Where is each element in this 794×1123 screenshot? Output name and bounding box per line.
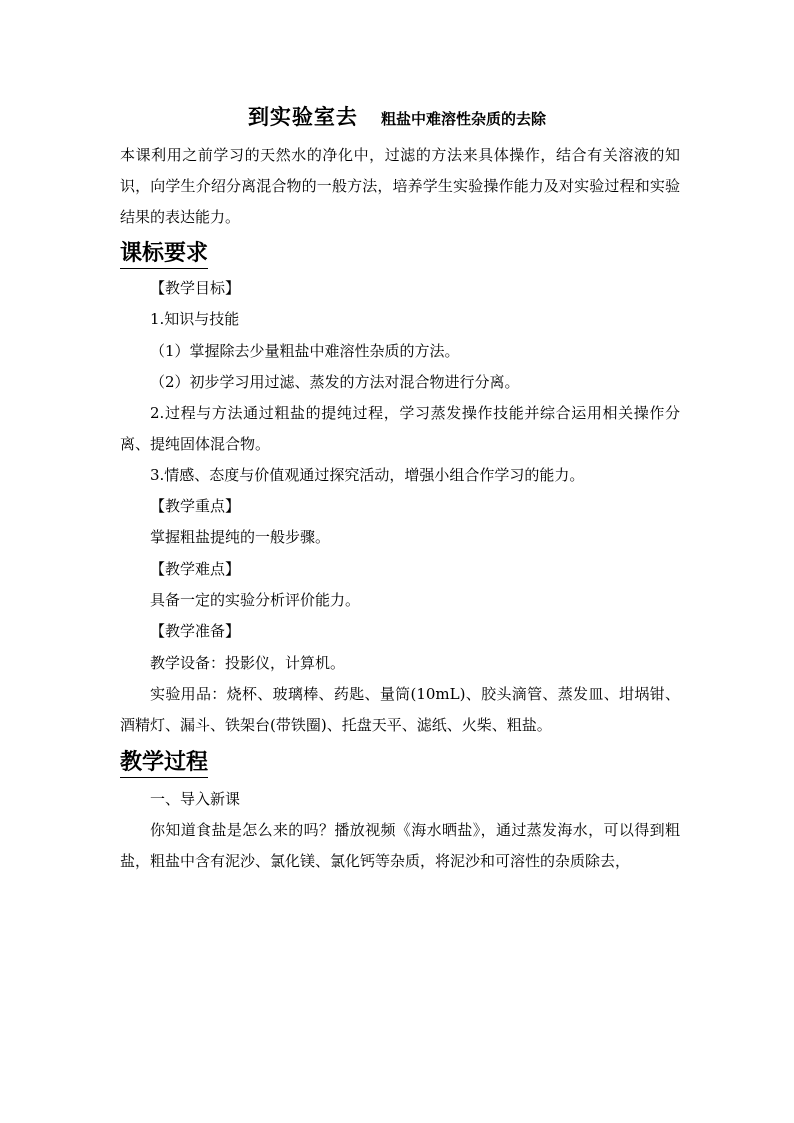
difficulty-label: 【教学难点】: [150, 560, 241, 578]
objectives-label: 【教学目标】: [150, 279, 241, 297]
preparation-devices: 教学设备：投影仪，计算机。: [150, 654, 346, 672]
intro-paragraph: 本课利用之前学习的天然水的净化中，过滤的方法来具体操作，结合有关溶液的知识，向学生介绍分离混合物的一般方法，培养学生实验操作能力及对实验过程和实验结果的表达能力。: [120, 146, 680, 226]
preparation-materials: 实验用品：烧杯、玻璃棒、药匙、量筒(10mL)、胶头滴管、蒸发皿、坩埚钳、酒精灯、漏斗、铁架台(带铁圈)、托盘天平、滤纸、火柴、粗盐。: [120, 685, 680, 734]
preparation-label: 【教学准备】: [150, 622, 241, 640]
step-1-label: 一、导入新课: [150, 790, 241, 808]
step-1-text: 你知道食盐是怎么来的吗？播放视频《海水晒盐》，通过蒸发海水，可以得到粗盐，粗盐中含有泥沙、氯化镁、氯化钙等杂质，将泥沙和可溶性的杂质除去，: [120, 821, 680, 870]
difficulty-text: 具备一定的实验分析评价能力。: [150, 591, 361, 609]
title-subtitle: 粗盐中难溶性杂质的去除: [381, 110, 547, 128]
objective-item-3: 3.情感、态度与价值观通过探究活动，增强小组合作学习的能力。: [150, 466, 585, 484]
section-heading-teaching-process: 教学过程: [120, 747, 208, 778]
title-main: 到实验室去: [247, 104, 358, 129]
section-heading-curriculum: 课标要求: [120, 238, 208, 269]
objective-item-2: 2.过程与方法通过粗盐的提纯过程，学习蒸发操作技能并综合运用相关操作分离、提纯固体混合物。: [120, 404, 680, 453]
objective-item-1: 1.知识与技能: [150, 310, 240, 328]
objective-item-1b: （2）初步学习用过滤、蒸发的方法对混合物进行分离。: [150, 373, 520, 391]
objective-item-1a: （1）掌握除去少量粗盐中难溶性杂质的方法。: [150, 342, 460, 360]
key-points-label: 【教学重点】: [150, 497, 241, 515]
key-points-text: 掌握粗盐提纯的一般步骤。: [150, 528, 331, 546]
document-title: [0, 103, 794, 133]
